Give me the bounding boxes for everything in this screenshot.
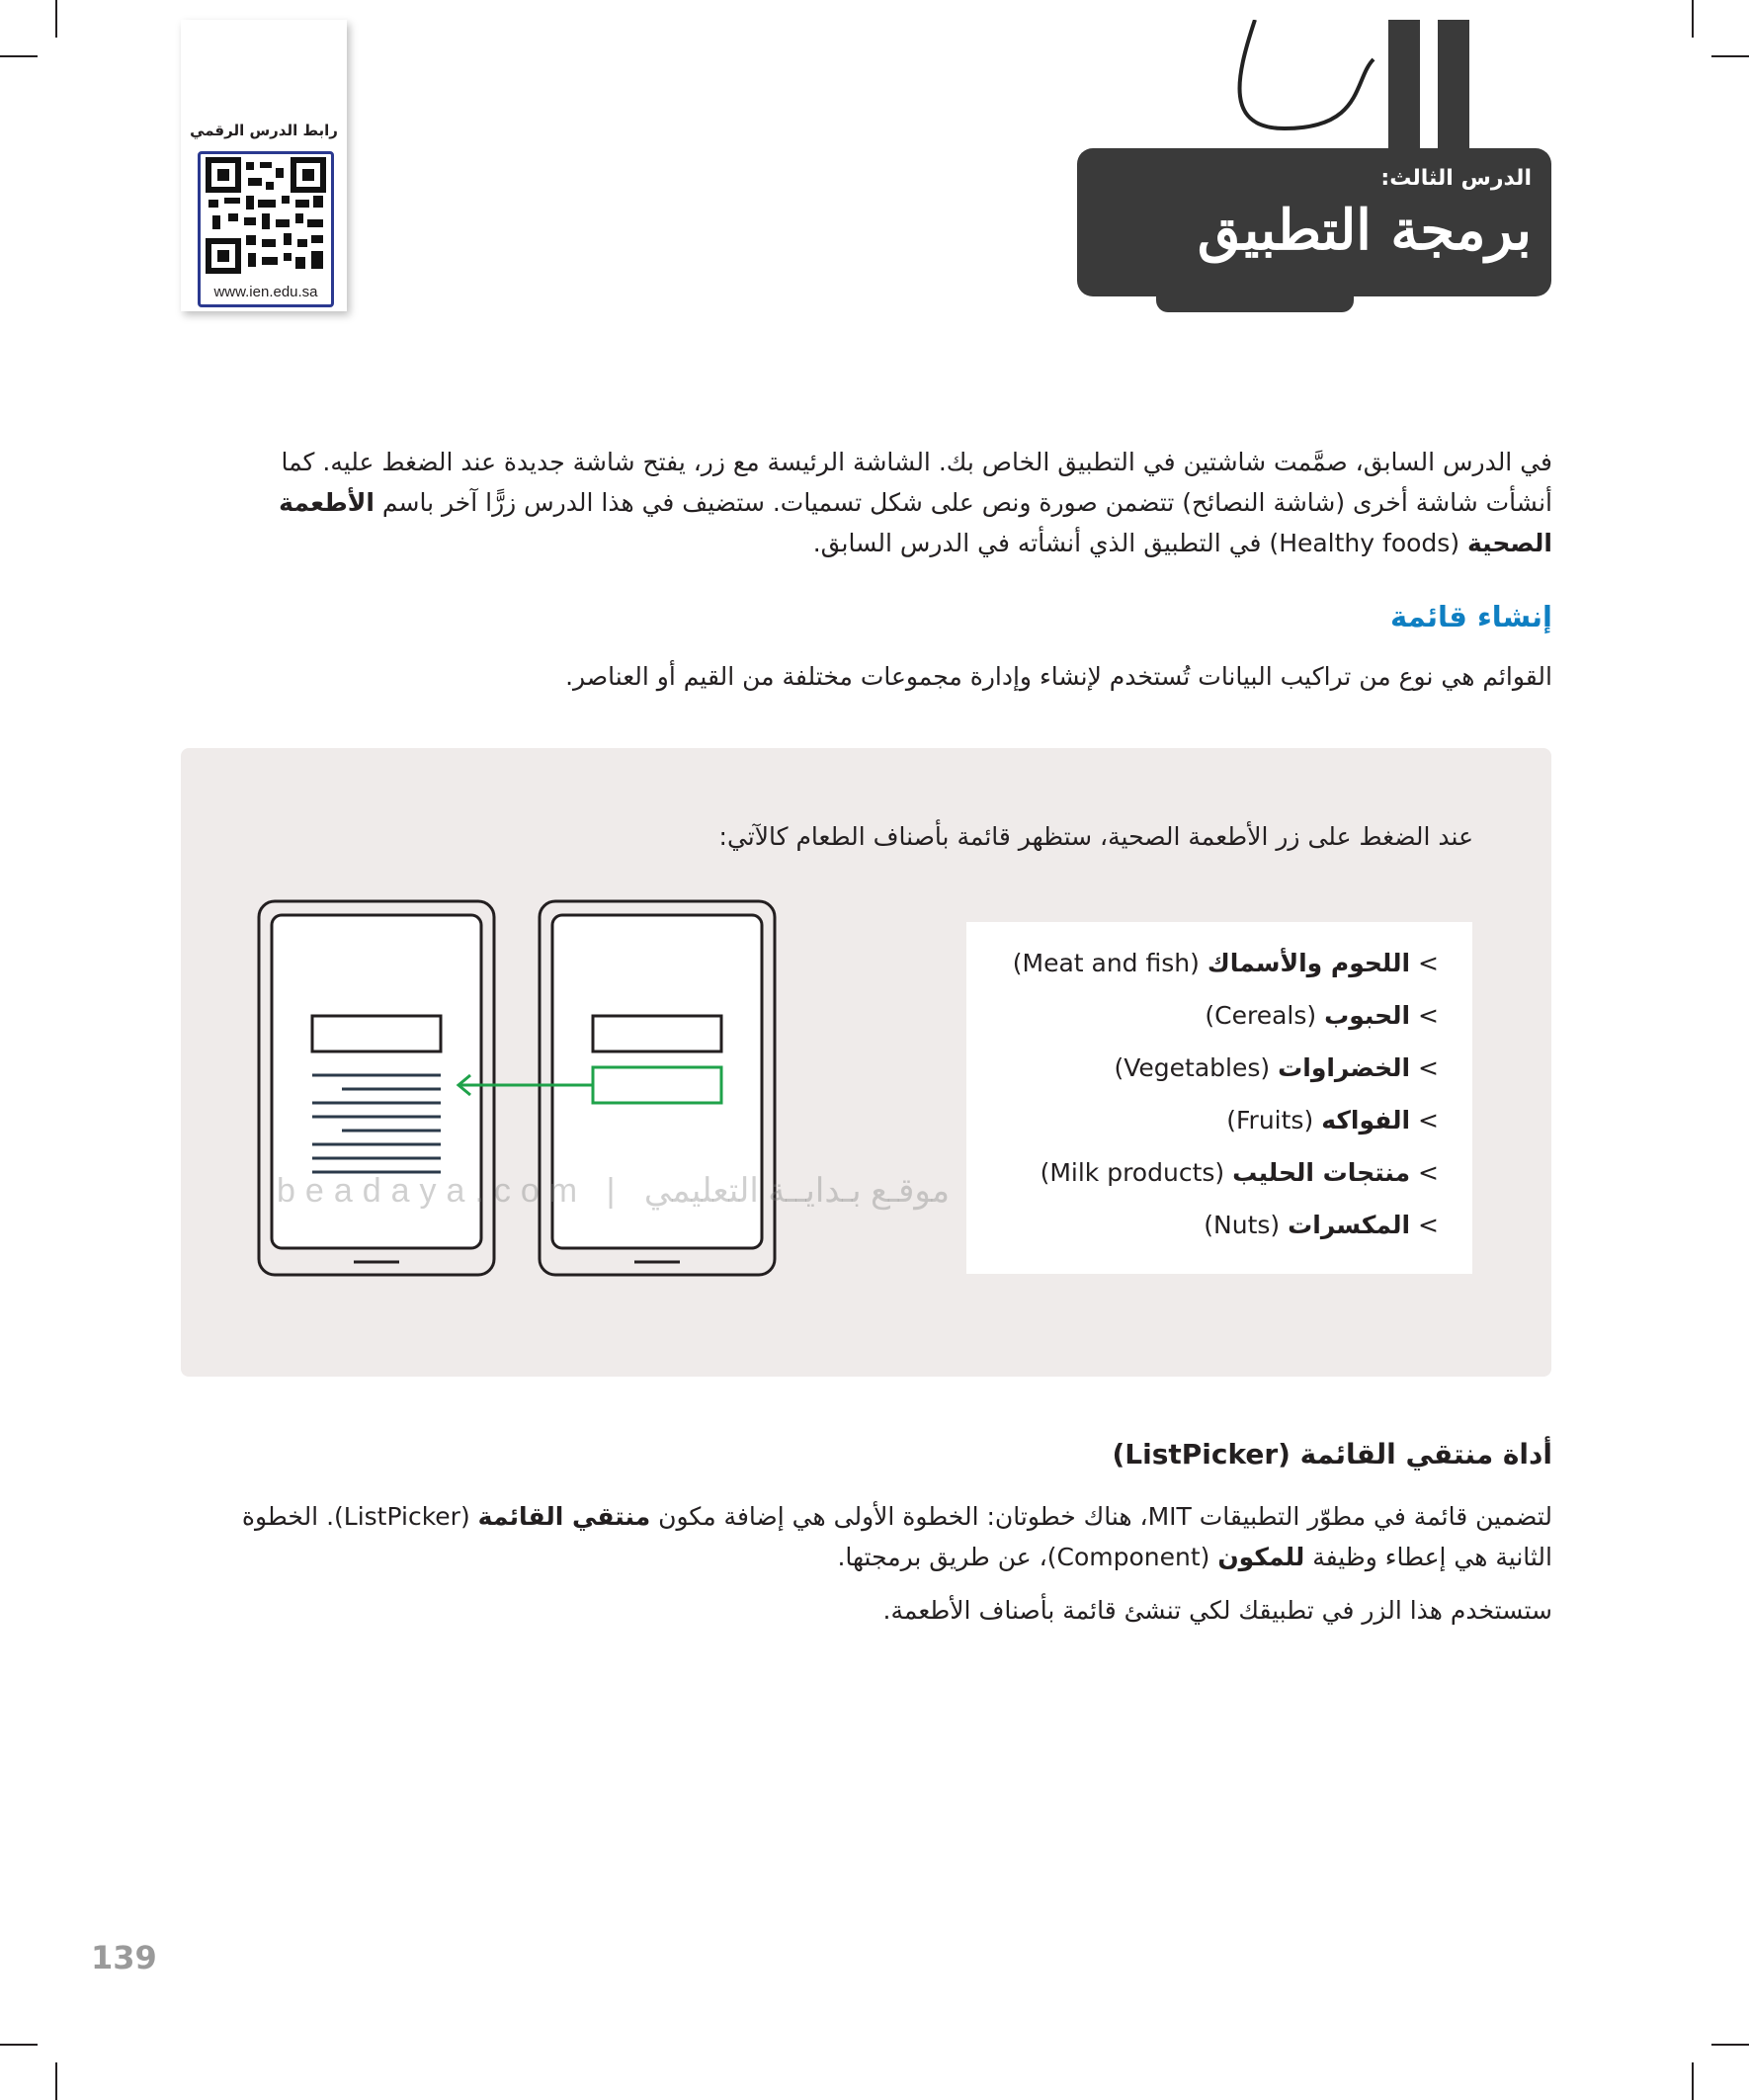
crop-mark [1711,2044,1749,2046]
phone-main-screen [540,901,775,1275]
list-item-ar: الفواكه [1321,1106,1411,1134]
list-item-en: (Vegetables) [1114,1053,1271,1082]
intro-bold-1: الأطعمة [279,488,375,517]
list-item-ar: الخضراوات [1278,1053,1411,1082]
crop-mark [1692,0,1694,38]
listpicker-text: (Component)، عن طريق برمجتها. [837,1543,1218,1571]
qr-card[interactable] [181,20,347,311]
lesson-title: برمجة التطبيق [1197,198,1532,263]
list-item[interactable]: > الحبوب (Cereals) [1205,1001,1439,1030]
list-item[interactable]: > الخضراوات (Vegetables) [1114,1053,1439,1082]
section-heading-listpicker: أداة منتقي القائمة (ListPicker) [1112,1438,1552,1470]
list-item[interactable]: > المكسرات (Nuts) [1204,1211,1439,1239]
section-text-lists: القوائم هي نوع من تراكيب البيانات تُستخدم لإنشاء وإدارة مجموعات مختلفة من القيم أو العناصر. [565,662,1552,691]
intro-line-3: (Healthy foods) في التطبيق الذي أنشأته في الدرس السابق. [812,529,1468,557]
qr-pattern [201,154,331,278]
list-item-en: (Cereals) [1205,1001,1317,1030]
listpicker-paragraph [184,1496,1552,1577]
list-item-en: (Meat and fish) [1012,949,1200,977]
lesson-subtitle: الدرس الثالث: [1380,166,1532,191]
crop-mark [1711,55,1749,57]
qr-label: رابط الدرس الرقمي [190,122,338,139]
crop-mark [0,2044,38,2046]
list-item-ar: منتجات الحليب [1232,1158,1411,1187]
watermark: beadaya.com | موقـع بـدايــة التعليمي [277,1172,951,1210]
intro-line-1: في الدرس السابق، صمَّمت شاشتين في التطبيق الخاص بك. الشاشة الرئيسة مع زر، يفتح شاشة جديدة عند الضغط عليه. كما [281,448,1552,476]
listpicker-usage: ستستخدم هذا الزر في تطبيقك لكي تنشئ قائمة بأصناف الأطعمة. [882,1596,1552,1625]
intro-bold-2: الصحية [1467,529,1552,557]
listpicker-bold: للمكون [1217,1543,1305,1571]
list-item-en: (Nuts) [1204,1211,1281,1239]
section-heading-create-list: إنشاء قائمة [1390,600,1552,633]
cable-graphic [1215,20,1541,158]
list-item-ar: المكسرات [1288,1211,1411,1239]
crop-mark [1692,2062,1694,2100]
list-item[interactable]: > اللحوم والأسماك (Meat and fish) [1012,949,1439,977]
qr-url[interactable]: www.ien.edu.sa [213,284,318,300]
listpicker-text: الثانية هي إعطاء وظيفة [1304,1543,1552,1571]
phones-illustration [255,899,789,1280]
qr-code-icon[interactable] [198,151,334,307]
panel-intro-text: عند الضغط على زر الأطعمة الصحية، ستظهر قائمة بأصناف الطعام كالآتي: [718,822,1473,851]
crop-mark [55,2062,57,2100]
listpicker-text: (ListPicker). الخطوة [241,1502,478,1531]
crop-mark [0,55,38,57]
list-item-ar: اللحوم والأسماك [1207,949,1411,977]
list-item[interactable]: > منتجات الحليب (Milk products) [1040,1158,1439,1187]
banner-tab [1156,287,1354,312]
page-number: 139 [91,1939,157,1976]
list-item-en: (Fruits) [1226,1106,1314,1134]
intro-line-2: أنشأت شاشة أخرى (شاشة النصائح) تتضمن صورة ونص على شكل تسميات. ستضيف في هذا الدرس زرًّا آخر باسم [374,488,1552,517]
list-item-ar: الحبوب [1324,1001,1411,1030]
list-item-en: (Milk products) [1040,1158,1225,1187]
list-item[interactable]: > الفواكه (Fruits) [1226,1106,1439,1134]
crop-mark [55,0,57,38]
intro-paragraph [184,442,1552,563]
food-list [966,922,1472,1274]
listpicker-text: لتضمين قائمة في مطوّر التطبيقات MIT، هناك خطوتان: الخطوة الأولى هي إضافة مكون [650,1502,1552,1531]
listpicker-bold: منتقي القائمة [477,1502,651,1531]
phone-list-screen [259,901,494,1275]
